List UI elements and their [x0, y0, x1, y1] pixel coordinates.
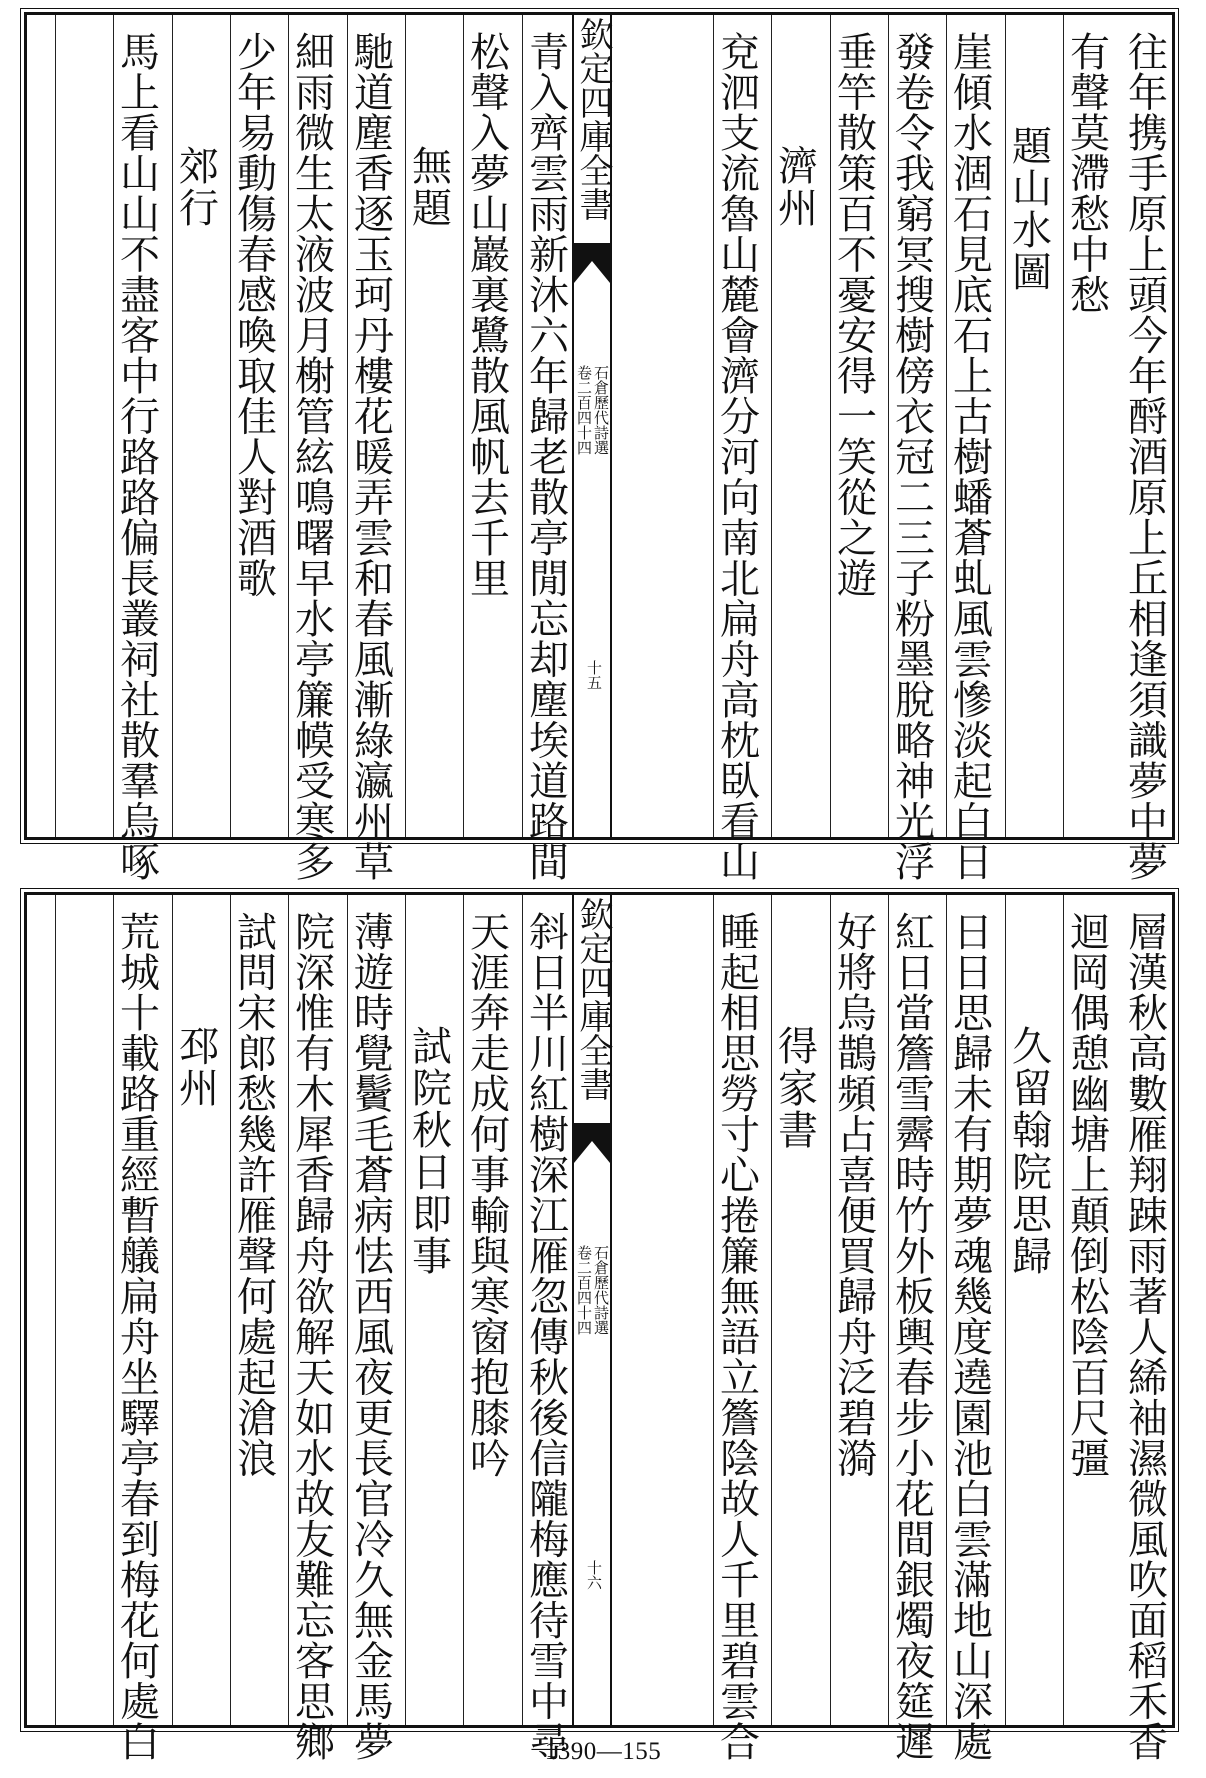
bottom-header-book: 石倉歷代詩選: [592, 1245, 610, 1335]
top-header-volume: 卷二百四十四: [575, 365, 593, 455]
bottom-column-9: 斜日半川紅樹深江雁忽傳秋後信隴梅應待雪中尋: [522, 895, 568, 1725]
top-page-frame: [24, 12, 1175, 882]
fish-tail-ornament-icon: [574, 1123, 610, 1163]
bottom-center-column: [572, 895, 612, 1725]
top-column-spacer: [55, 15, 114, 837]
bottom-column-7: 得家書: [771, 895, 817, 1725]
page-number: 1390—155: [544, 1738, 662, 1765]
top-column-9: 青入齊雲雨新沐六年歸老散亭閒忘却塵埃道路間: [522, 15, 568, 837]
top-column-16: 馬上看山山不盡客中行路路偏長叢祠社散羣烏啄: [113, 15, 159, 837]
bottom-header-volume: 卷二百四十四: [575, 1245, 593, 1335]
bottom-column-8: 睡起相思勞寸心捲簾無語立簷陰故人千里碧雲合: [713, 895, 759, 1725]
bottom-column-4: 日日思歸未有期夢魂幾度遶園池白雲滿地山深處: [946, 895, 992, 1725]
top-center-column: [572, 15, 612, 837]
bottom-column-6: 好將烏鵲頻占喜便買歸舟泛碧漪: [830, 895, 876, 1725]
bottom-column-3: 久留翰院思歸: [1005, 895, 1051, 1725]
bottom-column-10: 天涯奔走成何事輸與寒窗抱膝吟: [463, 895, 509, 1725]
bottom-column-12: 薄遊時覺鬢毛蒼病怯西風夜更長官冷久無金馬夢: [347, 895, 393, 1725]
bottom-column-spacer: [55, 895, 114, 1725]
bottom-header-title: 欽定四庫全書: [573, 897, 613, 1101]
top-column-14: 少年易動傷春感喚取佳人對酒歌: [230, 15, 276, 837]
top-column-11: 無題: [405, 15, 451, 837]
bottom-leaf-number: 十六: [585, 1560, 603, 1590]
top-column-12: 馳道塵香逐玉珂丹樓花暖弄雲和春風漸綠瀛州草: [347, 15, 393, 837]
top-column-2: 有聲莫滯愁中愁: [1063, 15, 1109, 837]
bottom-column-11: 試院秋日即事: [405, 895, 451, 1725]
top-header-title: 欽定四庫全書: [573, 17, 613, 221]
top-column-13: 細雨微生太液波月榭管絃鳴曙早水亭簾幙受寒多: [288, 15, 334, 837]
bottom-column-14: 試問宋郎愁幾許雁聲何處起滄浪: [230, 895, 276, 1725]
top-column-4: 崖傾水涸石見底石上古樹蟠蒼虬風雲慘淡起白日: [946, 15, 992, 837]
top-column-1: 往年携手原上頭今年酹酒原上丘相逢須識夢中夢: [1121, 31, 1168, 882]
bottom-column-5: 紅日當簷雪霽時竹外板輿春步小花間銀燭夜筵遲: [888, 895, 934, 1725]
top-column-6: 垂竿散策百不憂安得一笑從之遊: [830, 15, 876, 837]
top-column-3: 題山水圖: [1005, 15, 1051, 837]
top-column-8: 兗泗支流魯山麓會濟分河向南北扁舟高枕臥看山: [713, 15, 759, 837]
bottom-column-13: 院深惟有木犀香歸舟欲解天如水故友難忘客思鄉: [288, 895, 334, 1725]
bottom-column-1: 層漢秋高數雁翔踈雨著人絺袖濕微風吹面稻禾香: [1121, 911, 1168, 1762]
fish-tail-ornament-icon: [574, 243, 610, 283]
bottom-column-15: 邳州: [172, 895, 218, 1725]
bottom-column-16: 荒城十載路重經暫艤扁舟坐驛亭春到梅花何處白: [113, 895, 159, 1725]
bottom-column-2: 迴岡偶憩幽塘上顛倒松陰百尺彊: [1063, 895, 1109, 1725]
top-column-10: 松聲入夢山巖裏鷺散風帆去千里: [463, 15, 509, 837]
top-header-book: 石倉歷代詩選: [592, 365, 610, 455]
top-column-15: 郊行: [172, 15, 218, 837]
top-leaf-number: 十五: [585, 660, 603, 690]
top-column-5: 發卷令我窮冥搜樹傍衣冠二三子粉墨脫略神光浮: [888, 15, 934, 837]
top-column-7: 濟州: [771, 15, 817, 837]
